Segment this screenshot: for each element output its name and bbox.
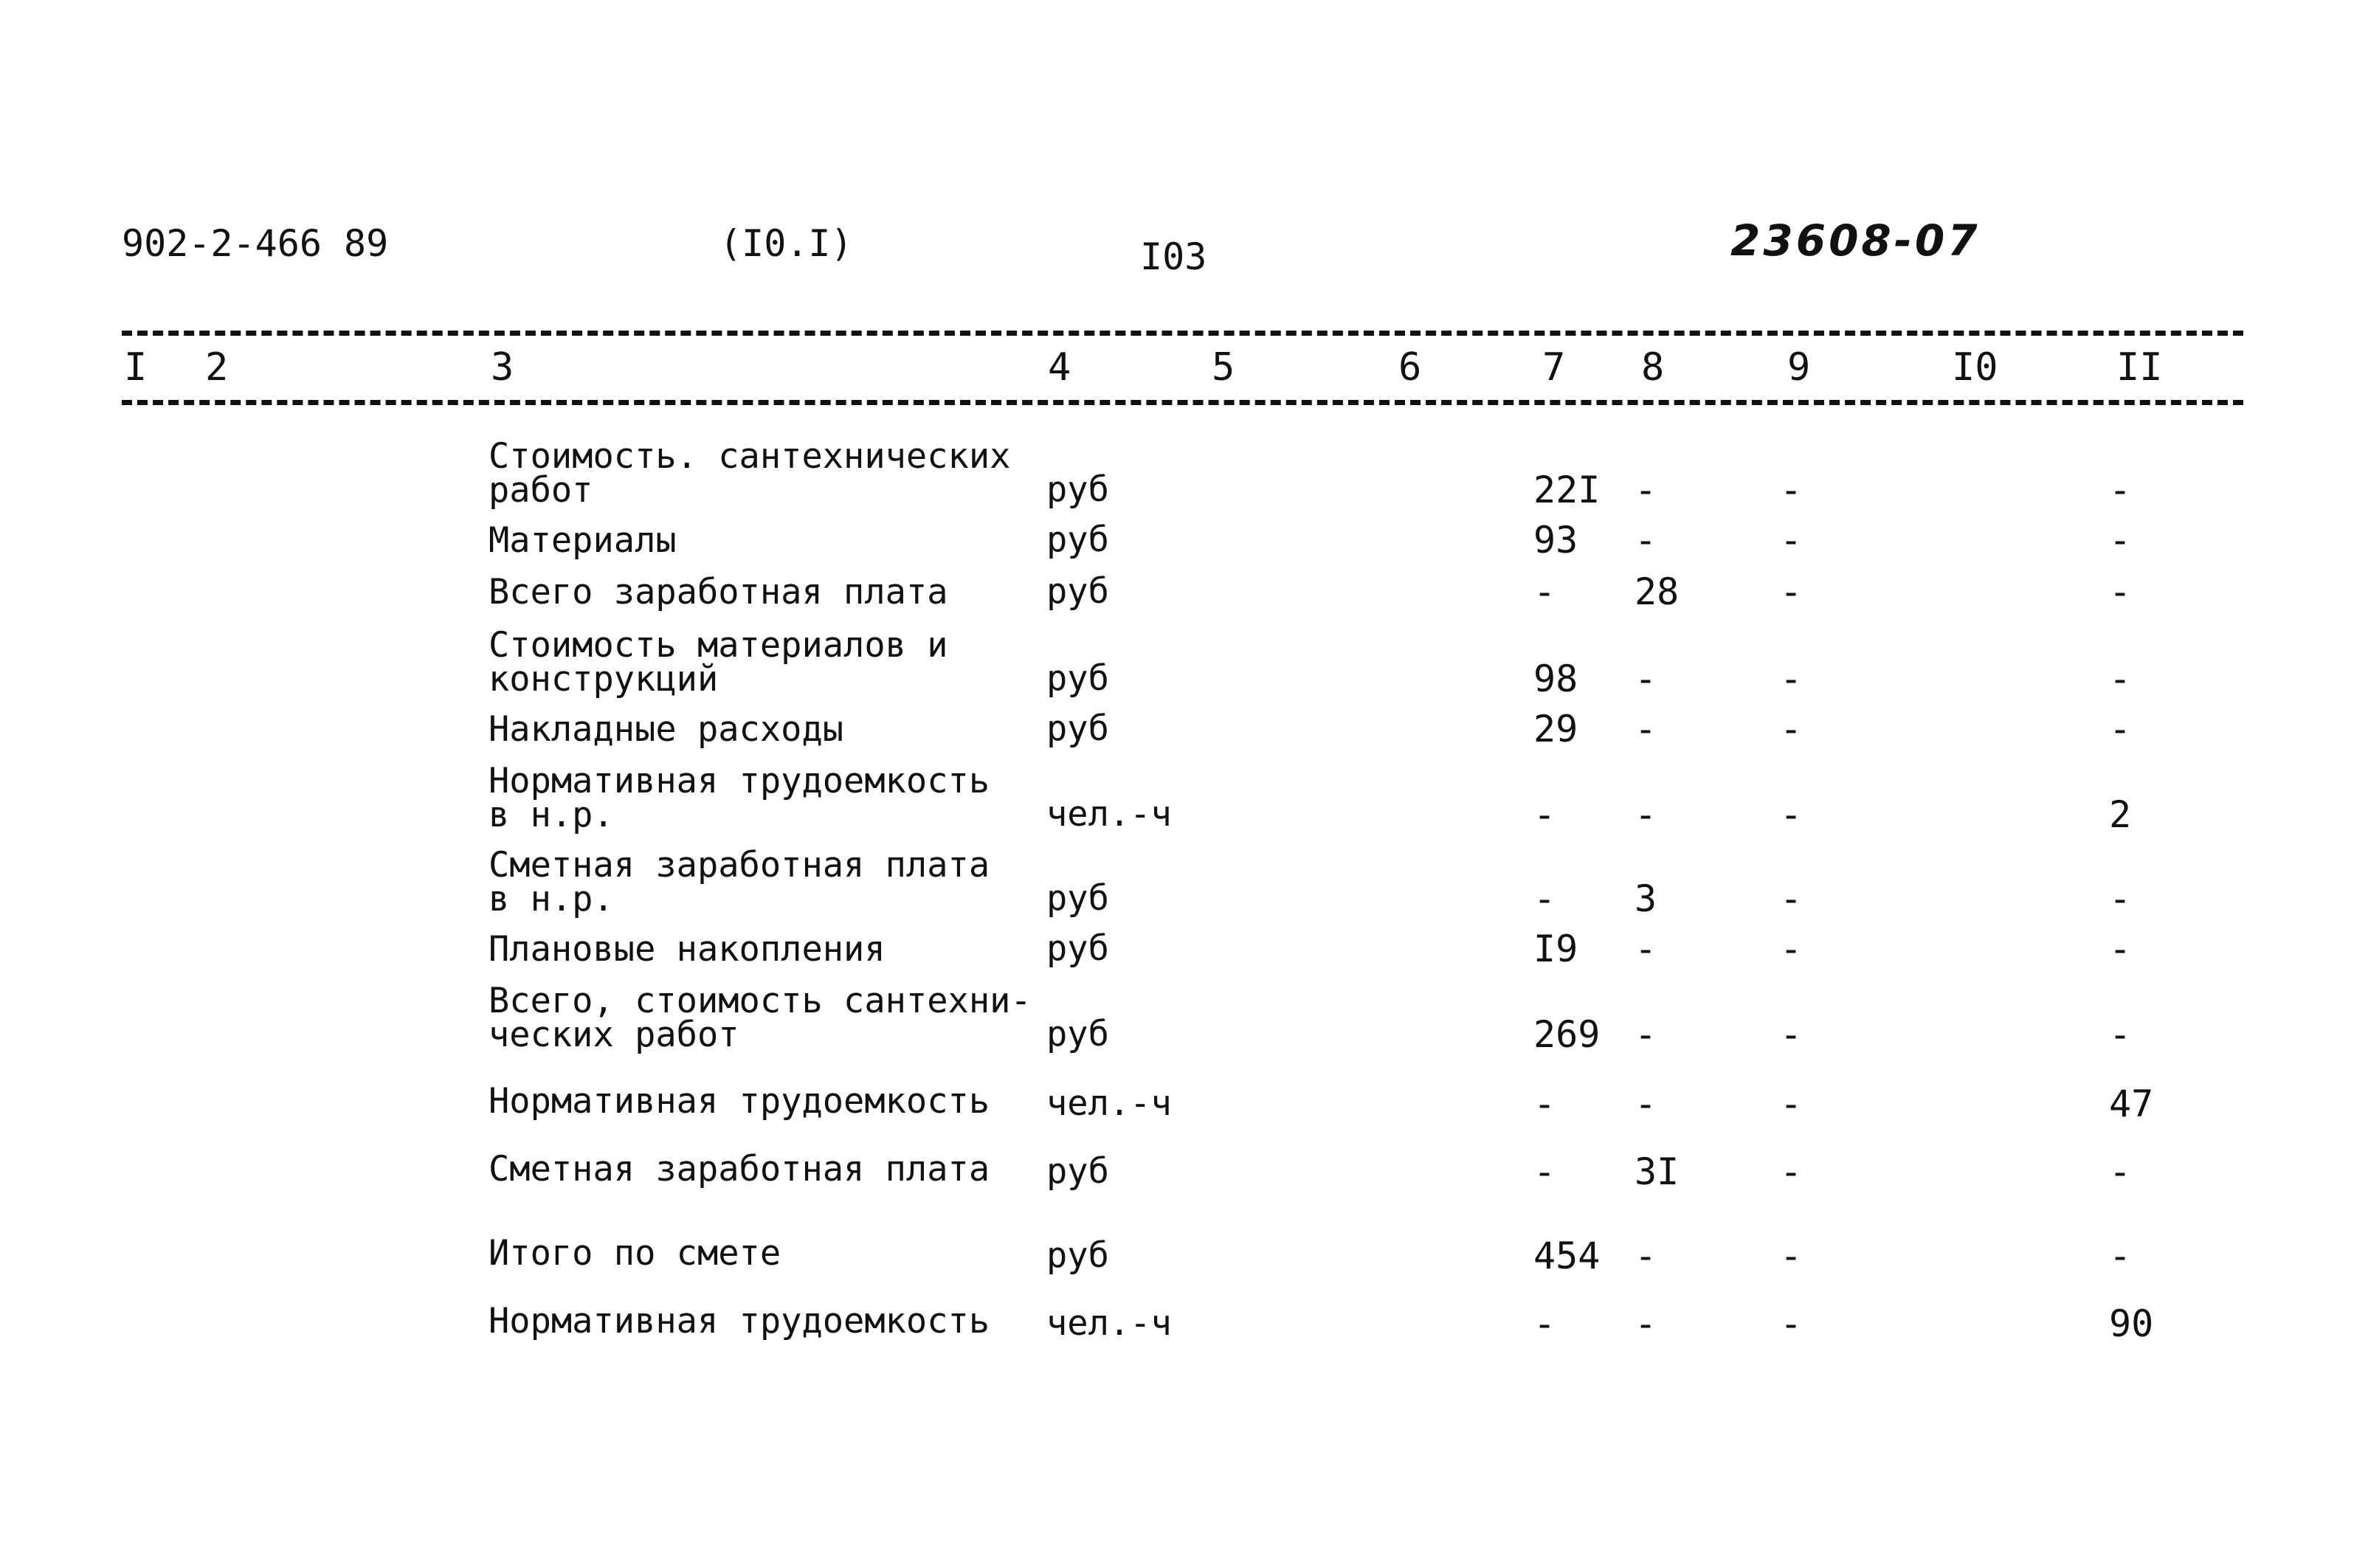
column-header-7: 7: [1542, 345, 1566, 390]
row-col7: 98: [1533, 657, 1578, 700]
row-col9: -: [1780, 1150, 1803, 1193]
row-col9: -: [1780, 1013, 1803, 1056]
row-col7: 22I: [1533, 469, 1601, 511]
row-description: Нормативная трудоемкость в н.р.: [489, 761, 990, 835]
row-col7: 93: [1533, 519, 1578, 562]
row-description: Итого по смете: [489, 1233, 781, 1274]
row-unit: руб: [1046, 658, 1109, 699]
row-col7: -: [1533, 1302, 1556, 1345]
row-col7: -: [1533, 877, 1556, 920]
row-col8: -: [1635, 469, 1657, 511]
row-unit: руб: [1046, 1014, 1109, 1054]
column-header-6: 6: [1398, 345, 1422, 390]
row-description: Нормативная трудоемкость: [489, 1301, 990, 1341]
row-col9: -: [1780, 1082, 1803, 1125]
row-col8: 3: [1635, 877, 1657, 920]
row-unit: руб: [1046, 519, 1109, 560]
table-row: [0, 625, 2354, 700]
table-row: [0, 1301, 2354, 1345]
row-col7: -: [1533, 570, 1556, 613]
row-col7: 269: [1533, 1013, 1601, 1056]
row-col8: 3I: [1635, 1150, 1680, 1193]
row-description: Стоимость материалов и конструкций: [489, 625, 948, 700]
row-unit: руб: [1046, 878, 1109, 919]
column-header-5: 5: [1212, 345, 1235, 390]
row-col11: -: [2109, 657, 2132, 700]
row-unit: руб: [1046, 571, 1109, 612]
row-col9: -: [1780, 793, 1803, 836]
row-col11: -: [2109, 928, 2132, 970]
table-row: [0, 1149, 2354, 1193]
column-header-2: 2: [205, 345, 229, 390]
row-unit: руб: [1046, 1235, 1109, 1276]
row-col11: -: [2109, 519, 2132, 562]
row-col8: -: [1635, 1082, 1657, 1125]
table-row: [0, 845, 2354, 920]
row-unit: руб: [1046, 928, 1109, 969]
row-col7: 29: [1533, 708, 1578, 750]
row-col11: -: [2109, 877, 2132, 920]
column-header-4: 4: [1048, 345, 1071, 390]
row-unit: чел.-ч: [1046, 794, 1172, 835]
row-col9: -: [1780, 469, 1803, 511]
document-code: 902-2-466 89: [122, 222, 389, 265]
row-col11: -: [2109, 570, 2132, 613]
row-description: Стоимость. сантехнических работ: [489, 436, 1011, 511]
row-col7: -: [1533, 1082, 1556, 1125]
row-col7: -: [1533, 793, 1556, 836]
row-col9: -: [1780, 877, 1803, 920]
row-description: Сметная заработная плата в н.р.: [489, 845, 990, 919]
table-row: [0, 708, 2354, 750]
row-col8: -: [1635, 1013, 1657, 1056]
row-col7: I9: [1533, 928, 1578, 970]
row-col11: -: [2109, 708, 2132, 750]
table-row: [0, 436, 2354, 511]
row-col9: -: [1780, 1302, 1803, 1345]
table-row: [0, 1081, 2354, 1125]
row-col11: -: [2109, 1150, 2132, 1193]
row-unit: руб: [1046, 708, 1109, 749]
row-col8: -: [1635, 519, 1657, 562]
row-col8: -: [1635, 928, 1657, 970]
row-col11: 90: [2109, 1302, 2154, 1345]
row-col7: 454: [1533, 1234, 1601, 1277]
column-header-11: II: [2116, 345, 2163, 390]
row-description: Сметная заработная плата: [489, 1149, 990, 1189]
row-unit: руб: [1046, 469, 1109, 510]
table-row: [0, 761, 2354, 836]
row-description: Нормативная трудоемкость: [489, 1081, 990, 1122]
row-unit: руб: [1046, 1151, 1109, 1192]
row-col8: -: [1635, 793, 1657, 836]
table-row: [0, 928, 2354, 970]
column-header-8: 8: [1641, 345, 1665, 390]
dashed-rule-bottom: [122, 400, 2243, 405]
table-row: [0, 981, 2354, 1056]
column-header-3: 3: [491, 345, 514, 390]
row-col8: -: [1635, 657, 1657, 700]
row-col7: -: [1533, 1150, 1556, 1193]
column-header-9: 9: [1787, 345, 1811, 390]
table-row: [0, 570, 2354, 613]
table-row: [0, 519, 2354, 562]
row-col8: -: [1635, 1302, 1657, 1345]
row-unit: чел.-ч: [1046, 1303, 1172, 1344]
row-description: Всего, стоимость сантехни- ческих работ: [489, 981, 1032, 1055]
row-description: Материалы: [489, 520, 677, 561]
row-unit: чел.-ч: [1046, 1083, 1172, 1124]
column-header-10: I0: [1952, 345, 1998, 390]
row-col9: -: [1780, 928, 1803, 970]
row-col11: 2: [2109, 793, 2132, 836]
row-col8: 28: [1635, 570, 1680, 613]
row-col9: -: [1780, 708, 1803, 750]
row-description: Накладные расходы: [489, 709, 844, 750]
section-number: (I0.I): [719, 222, 853, 265]
row-col11: -: [2109, 1013, 2132, 1056]
dashed-rule-top: [122, 331, 2243, 336]
row-description: Плановые накопления: [489, 929, 886, 970]
row-col11: -: [2109, 1234, 2132, 1277]
row-col8: -: [1635, 708, 1657, 750]
sheet-identifier: 23608-07: [1730, 215, 1981, 266]
row-col9: -: [1780, 570, 1803, 613]
row-description: Всего заработная плата: [489, 572, 948, 612]
page-number: I03: [1140, 235, 1207, 278]
row-col9: -: [1780, 519, 1803, 562]
row-col8: -: [1635, 1234, 1657, 1277]
column-header-1: I: [124, 345, 148, 390]
row-col11: -: [2109, 469, 2132, 511]
row-col11: 47: [2109, 1082, 2154, 1125]
row-col9: -: [1780, 1234, 1803, 1277]
row-col9: -: [1780, 657, 1803, 700]
table-row: [0, 1233, 2354, 1277]
